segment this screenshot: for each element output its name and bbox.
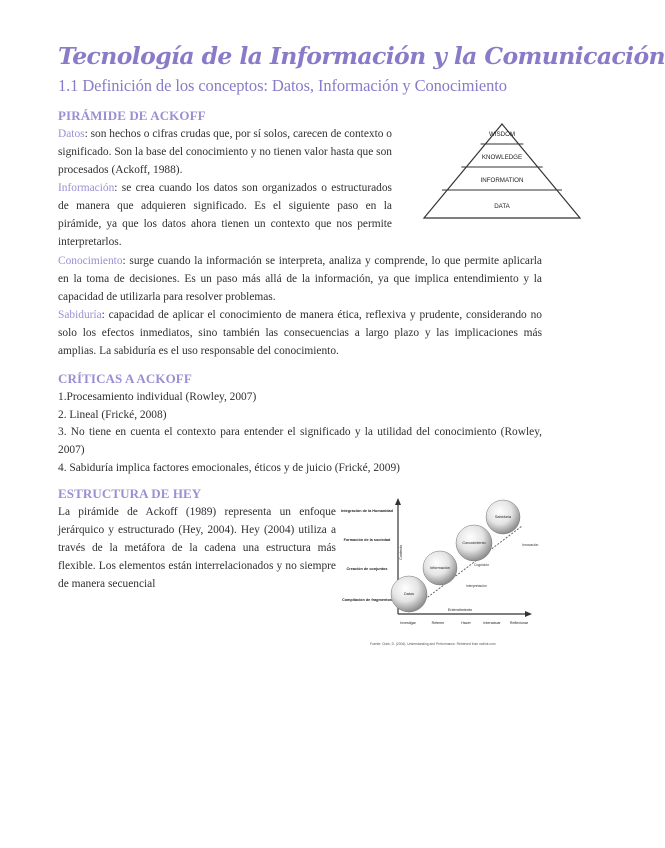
conocimiento-paragraph	[58, 252, 542, 306]
y-label-1: Integración de la Humanidad	[341, 509, 393, 513]
informacion-paragraph	[58, 179, 392, 251]
sabiduria-text: : capacidad de aplicar el conocimiento de manera ética, reflexiva y prudente, considerando no solo los efectos inmediatos, sino también las consecuencias a largo plazo y las implicaciones más amplias. La sabiduría es el uso responsable del conocimiento.	[58, 309, 542, 358]
sphere-label-informacion: Información	[430, 566, 450, 570]
criticas-item-1: 1.Procesamiento individual (Rowley, 2007)	[58, 391, 257, 403]
datos-paragraph	[58, 125, 392, 179]
hey-paragraph: La pirámide de Ackoff (1989) representa un enfoque jerárquico y estructurado (Hey, 2004). Hey (2004) utiliza a través de la metáfora de la cadena una estructura más flexible. Los elementos están interrelacionados y no siempre de manera secuencial	[58, 506, 336, 591]
x-label-4: Interactuar	[483, 621, 501, 625]
pyramid-level-knowledge: KNOWLEDGE	[481, 154, 523, 161]
diagonal-label-3: Innovación	[522, 543, 539, 547]
datos-term: Datos	[58, 128, 85, 140]
page-title: Tecnología de la Información y la Comunicación	[58, 42, 665, 70]
criticas-item-2: 2. Lineal (Frické, 2008)	[58, 409, 167, 421]
section-subtitle: 1.1 Definición de los conceptos: Datos, Información y Conocimiento	[58, 76, 507, 95]
sphere-label-sabiduria: Sabiduría	[494, 515, 512, 519]
sphere-label-datos: Datos	[404, 592, 414, 596]
y-label-4: Compilación de fragmentos	[342, 598, 392, 602]
x-label-3: Hacer	[461, 621, 471, 625]
pyramid-level-wisdom: WISDOM	[488, 131, 516, 138]
pyramid-level-data: DATA	[494, 203, 510, 210]
y-label-3: Creación de conjuntos	[346, 567, 388, 571]
sabiduria-term: Sabiduría	[58, 309, 102, 321]
y-axis-title: Contexto	[399, 544, 403, 560]
sabiduria-paragraph	[58, 306, 542, 360]
informacion-text: : se crea cuando los datos son organizados o estructurados de manera que adquieren significado. Es el siguiente paso en la pirámide, ya que los datos ahora tienen un contexto que nos permite interpretarlos.	[58, 182, 392, 249]
ackoff-heading: PIRÁMIDE DE ACKOFF	[58, 108, 206, 123]
hey-chain-diagram	[342, 496, 542, 652]
x-axis-arrow	[525, 611, 532, 617]
hey-heading: ESTRUCTURA DE HEY	[58, 486, 202, 501]
informacion-term: Información	[58, 182, 115, 194]
x-axis-title: Entendimiento	[447, 608, 473, 612]
criticas-item-4: 4. Sabiduría implica factores emocionales, éticos y de juicio (Frické, 2009)	[58, 462, 400, 474]
y-label-2: Formación de la sociedad	[343, 538, 391, 542]
pyramid-level-information: INFORMATION	[480, 177, 524, 184]
datos-text: : son hechos o cifras crudas que, por sí solos, carecen de contexto o significado. Son la base del conocimiento y no tienen valor hasta que son procesados (Ackoff, 1988).	[58, 128, 392, 177]
criticas-heading: CRÍTICAS A ACKOFF	[58, 371, 192, 386]
x-label-1: Investigar	[400, 621, 416, 625]
diagonal-label-2: Cognición	[474, 563, 490, 567]
diagram-caption: Fuente: Clark, D. (2004). Understanding and Performance. Retrieved from nwlink.com	[370, 642, 496, 646]
diagonal-label-1: Interpretación	[466, 584, 487, 588]
conocimiento-term: Conocimiento	[58, 255, 123, 267]
sphere-label-conocimiento: Conocimiento	[462, 541, 486, 545]
ackoff-pyramid-diagram	[422, 122, 582, 222]
criticas-item-3: 3. No tiene en cuenta el contexto para entender el significado y la utilidad del conocimiento (Rowley, 2007)	[58, 426, 542, 456]
y-axis-arrow	[395, 498, 401, 505]
conocimiento-text: : surge cuando la información se interpreta, analiza y comprende, lo que permite aplicarla en la toma de decisiones. Es un paso más allá de la información, ya que implica entendimiento y la capacidad de utilizarla para resolver problemas.	[58, 255, 542, 304]
x-label-2: Retener	[431, 621, 445, 625]
x-label-5: Reflexionar	[509, 621, 529, 625]
